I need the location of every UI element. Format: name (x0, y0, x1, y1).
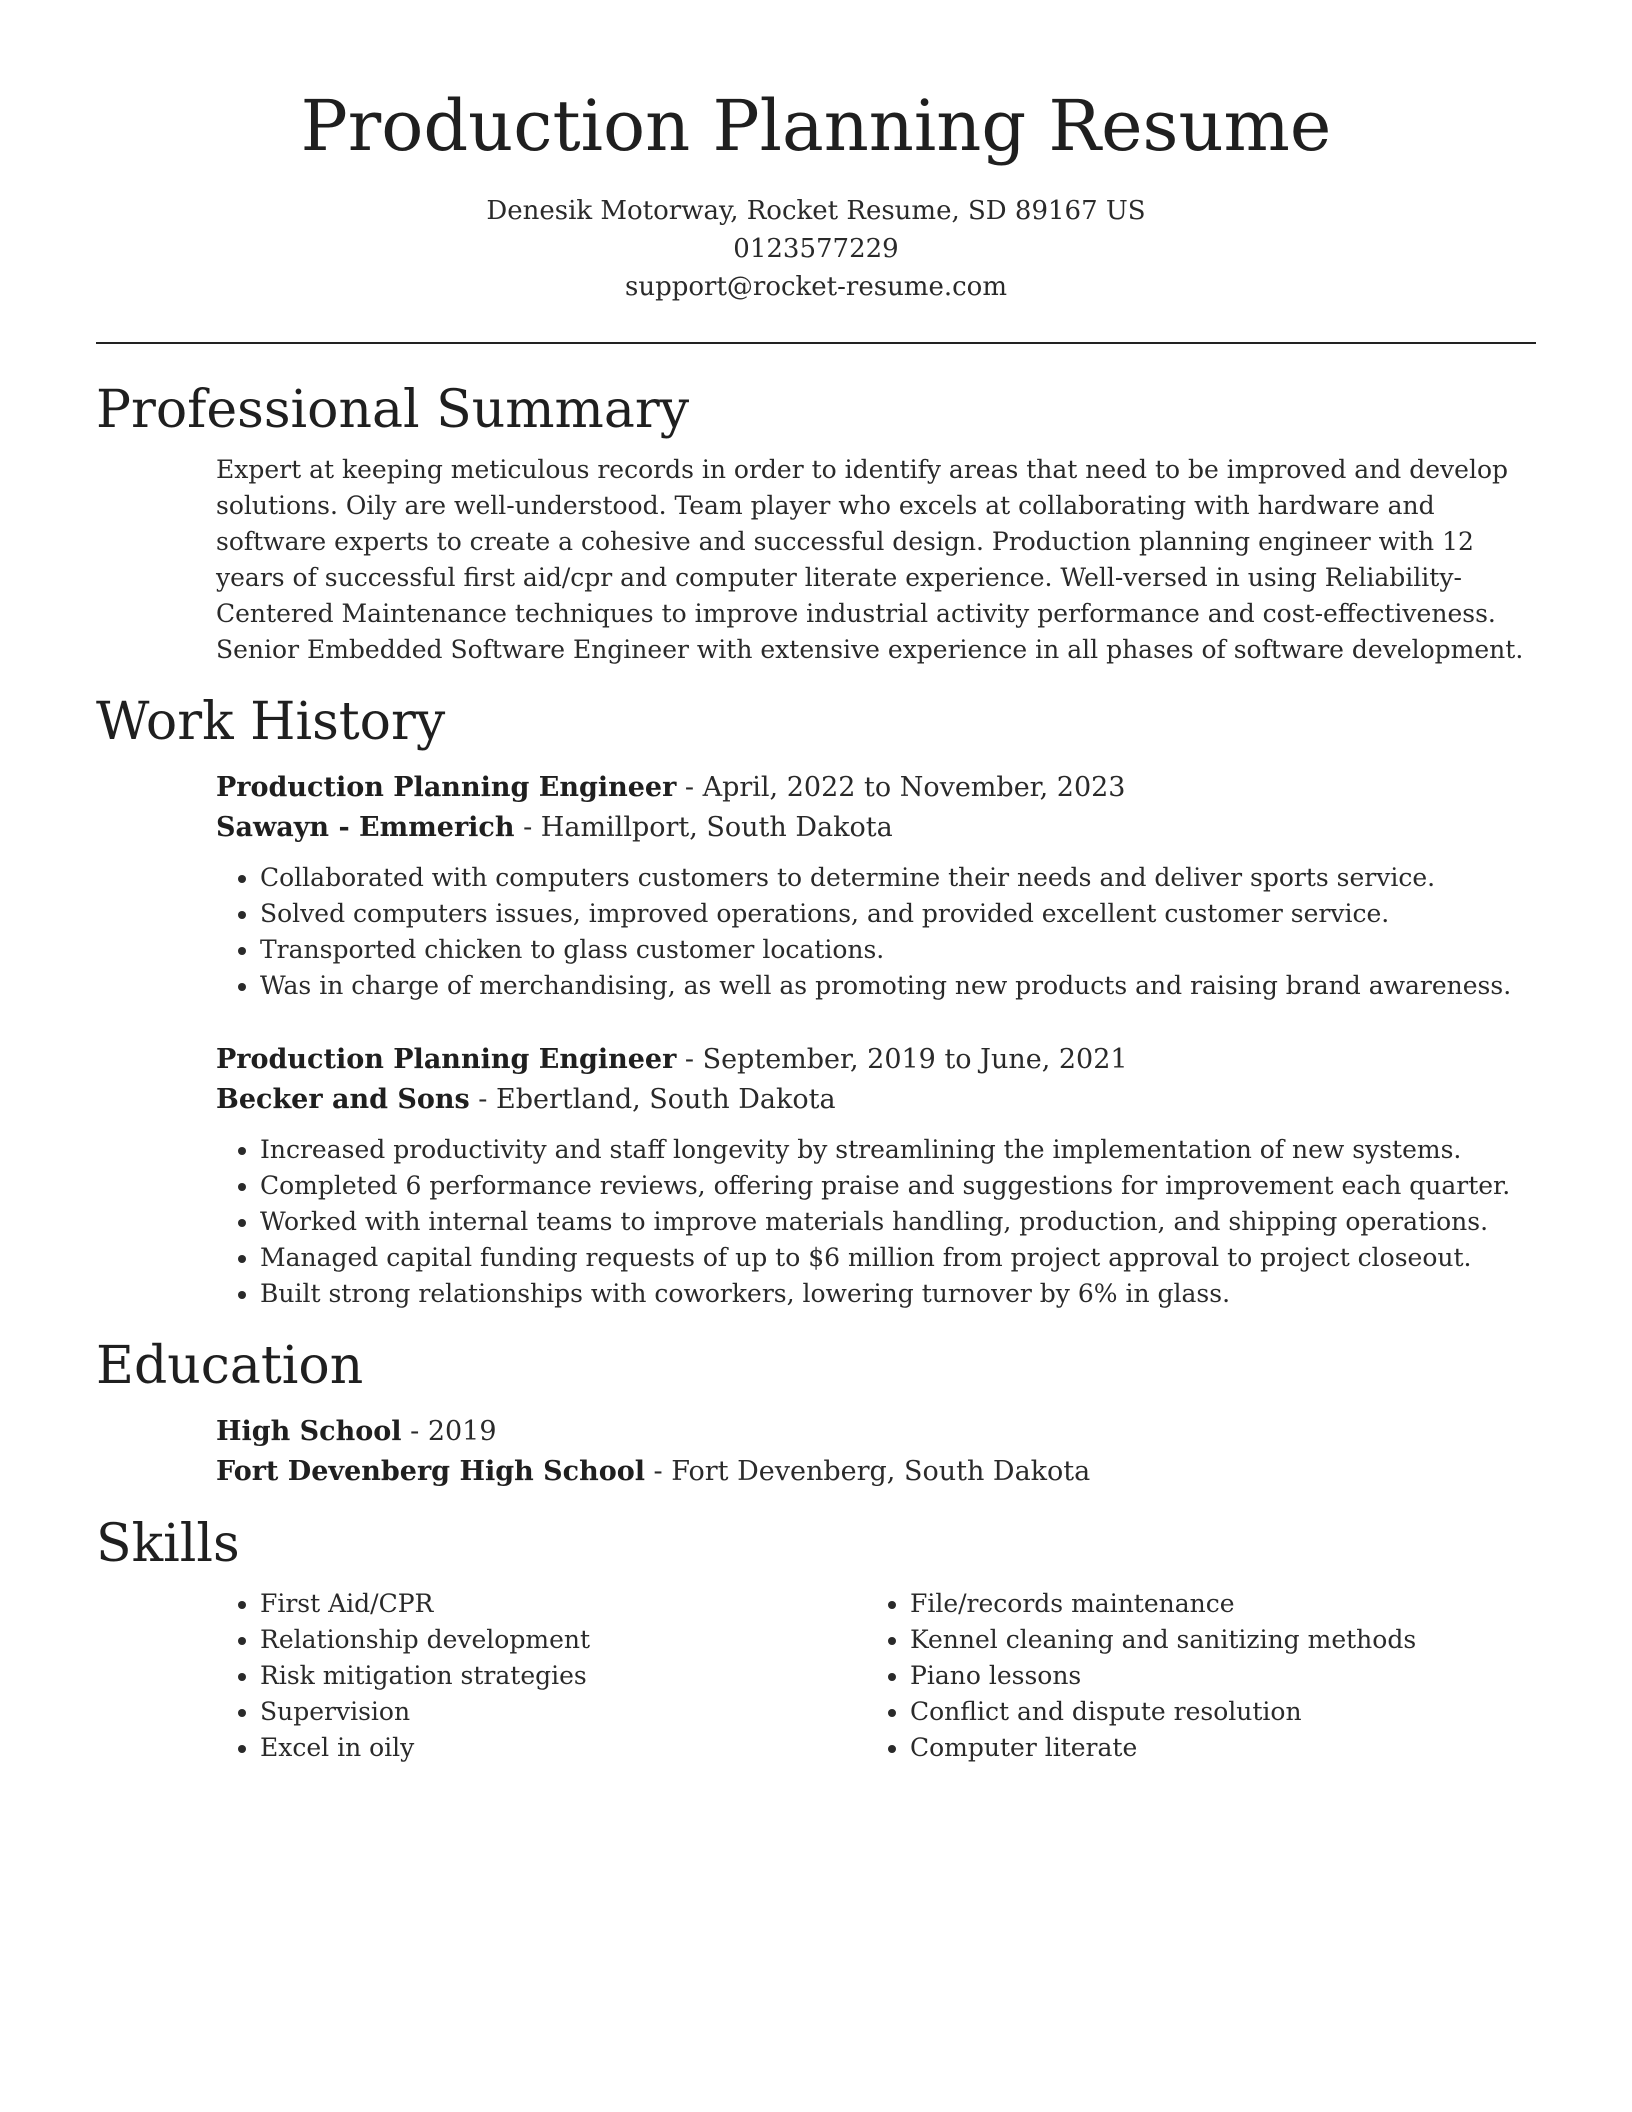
skills-list (216, 1586, 866, 1766)
job-company-line (216, 808, 1536, 848)
skill-item: • Computer literate (910, 1730, 1516, 1766)
skill-item: • Relationship development (260, 1622, 866, 1658)
skill-item: • Kennel cleaning and sanitizing methods (910, 1622, 1516, 1658)
job-title-line (216, 768, 1536, 808)
contact-phone: 0123577229 (733, 234, 899, 264)
contact-email: support@rocket-resume.com (624, 272, 1007, 302)
list-item: • Transported chicken to glass customer locations. (260, 932, 1536, 968)
skill-item: • Supervision (260, 1694, 866, 1730)
skills-section (96, 1512, 1536, 1766)
job-title: Production Planning Engineer (216, 1044, 677, 1075)
job-bullets (216, 860, 1536, 1004)
summary-heading: Professional Summary (96, 380, 690, 440)
job-dates: - April, 2022 to November, 2023 (676, 772, 1126, 803)
work-history-section (96, 690, 1536, 1312)
job-entry (96, 768, 1536, 1004)
education-entry (96, 1412, 1536, 1492)
resume-title: Production Planning Resume (300, 85, 1332, 167)
education-heading: Education (96, 1336, 364, 1396)
list-item: • Collaborated with computers customers to determine their needs and deliver sports service. (260, 860, 1536, 896)
job-title-line (216, 1040, 1536, 1080)
job-location: - Hamillport, South Dakota (514, 812, 893, 843)
education-location: - Fort Devenberg, South Dakota (644, 1456, 1091, 1487)
job-location: - Ebertland, South Dakota (469, 1084, 836, 1115)
job-company: Sawayn - Emmerich (216, 812, 515, 843)
job-dates: - September, 2019 to June, 2021 (676, 1044, 1128, 1075)
list-item: • Worked with internal teams to improve materials handling, production, and shipping operations. (260, 1204, 1536, 1240)
skill-item: • Risk mitigation strategies (260, 1658, 866, 1694)
header-divider (96, 342, 1536, 344)
skill-item: • First Aid/CPR (260, 1586, 866, 1622)
list-item: • Built strong relationships with coworkers, lowering turnover by 6% in glass. (260, 1276, 1536, 1312)
job-entry (96, 1040, 1536, 1312)
education-school-line (216, 1452, 1536, 1492)
education-school: Fort Devenberg High School (216, 1456, 645, 1487)
job-bullets (216, 1132, 1536, 1312)
summary-section (96, 378, 1536, 668)
skills-list (866, 1586, 1516, 1766)
resume-header (96, 0, 1536, 306)
skill-item: • File/records maintenance (910, 1586, 1516, 1622)
skill-item: • Excel in oily (260, 1730, 866, 1766)
job-company-line (216, 1080, 1536, 1120)
skills-column-right (866, 1586, 1516, 1766)
education-year: - 2019 (401, 1416, 497, 1447)
contact-address: Denesik Motorway, Rocket Resume, SD 89167 US (486, 196, 1146, 226)
skill-item: • Piano lessons (910, 1658, 1516, 1694)
list-item: • Completed 6 performance reviews, offering praise and suggestions for improvement each quarter. (260, 1168, 1536, 1204)
list-item: • Was in charge of merchandising, as well as promoting new products and raising brand awareness. (260, 968, 1536, 1004)
skills-grid (96, 1586, 1536, 1766)
education-degree-line (216, 1412, 1536, 1452)
job-title: Production Planning Engineer (216, 772, 677, 803)
list-item: • Solved computers issues, improved operations, and provided excellent customer service. (260, 896, 1536, 932)
skills-column-left (216, 1586, 866, 1766)
job-company: Becker and Sons (216, 1084, 470, 1115)
list-item: • Managed capital funding requests of up to $6 million from project approval to project closeout. (260, 1240, 1536, 1276)
skills-heading: Skills (96, 1514, 240, 1574)
skill-item: • Conflict and dispute resolution (910, 1694, 1516, 1730)
summary-text: Expert at keeping meticulous records in order to identify areas that need to be improved and develop solutions. Oily are well-understood. Team player who excels at collaborating with hardware and software experts to create a cohesive and successful design. Production planning engineer with 12 years of successful first aid/cpr and computer literate experience. Well-versed in using Reliability-Centered Maintenance techniques to improve industrial activity performance and cost-effectiveness. Senior Embedded Software Engineer with extensive experience in all phases of software development. (216, 455, 1524, 664)
work-history-heading: Work History (96, 692, 446, 752)
education-section (96, 1334, 1536, 1492)
education-degree: High School (216, 1416, 402, 1447)
list-item: • Increased productivity and staff longevity by streamlining the implementation of new systems. (260, 1132, 1536, 1168)
